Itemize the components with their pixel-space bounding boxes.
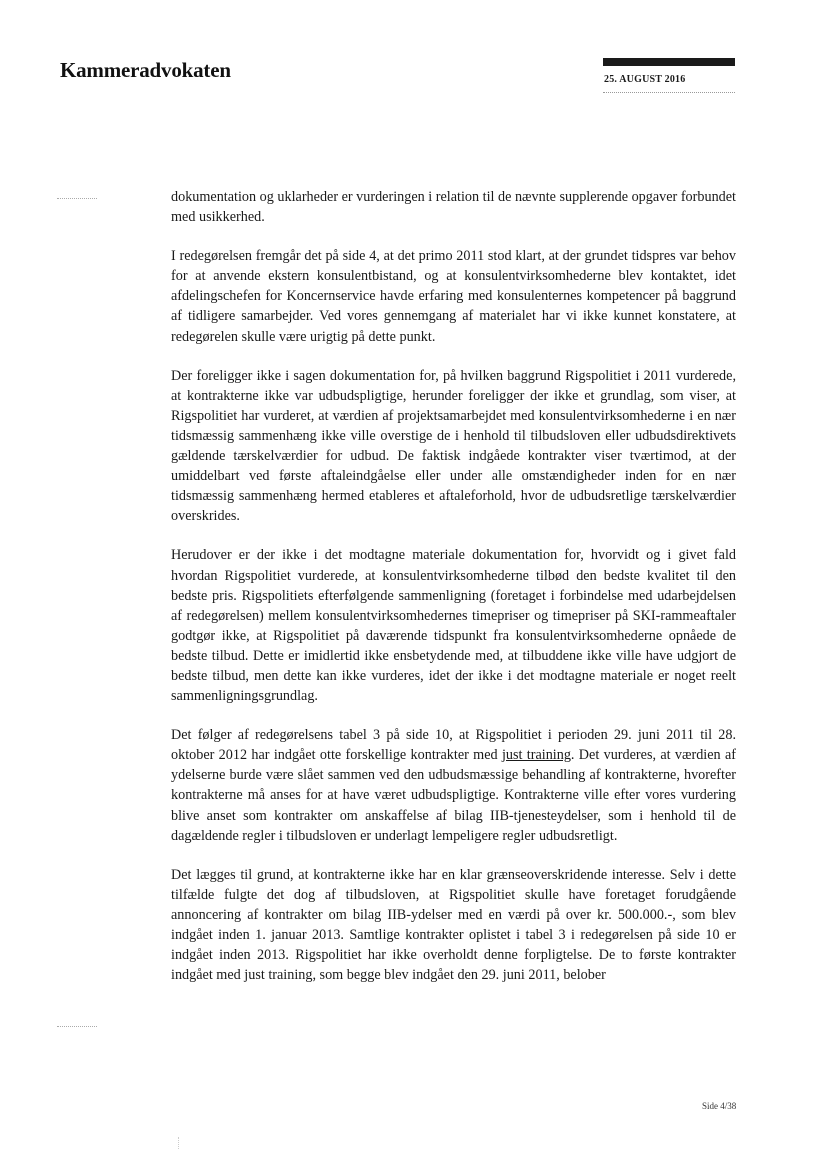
margin-marker	[57, 198, 97, 199]
underlined-company-name: just training	[501, 747, 571, 764]
document-date: 25. AUGUST 2016	[604, 74, 686, 85]
paragraph: Der foreligger ikke i sagen dokumentation for, på hvilken baggrund Rigspolitiet i 2011 vurderede, at kontrakterne ikke var udbudspligtige, herunder foreligger der ikke et grundlag, som viser, at Rigspolitiet har vurderet, at værdien af projektsamarbejdet med konsulentvirksomhederne i en nær tidsmæssig sammenhæng ikke ville overstige de i henhold til tilbudsloven eller udbudsdirektivets gældende tærskelværdier for udbud. De faktisk indgåede kontrakter viser tværtimod, at der umiddelbart ved første aftaleindgåelse eller under alle omstændigheder inden for en nær tidsmæssig sammenhæng hermed etableres et aftaleforhold, hvor de udbudsretlige tærskelværdier overskrides.	[171, 367, 736, 525]
paragraph: Det lægges til grund, at kontrakterne ikke har en klar grænseoverskridende interesse. Selv i dette tilfælde fulgte det dog af tilbudsloven, at Rigspolitiet skulle have foretaget forudgående annoncering af kontrakter om bilag IIB-ydelser med en værdi på over kr. 500.000.-, som blev indgået inden 1. januar 2013. Samtlige kontrakter oplistet i tabel 3 i redegørelsen på side 10 er indgået inden 2013. Rigspolitiet har ikke overholdt denne forpligtelse. De to første kontrakter indgået med just training, som begge blev indgået den 29. juni 2011, belober	[171, 866, 736, 984]
paragraph-text: . Det vurderes, at værdien af ydelserne burde være slået sammen ved den udbudsmæssige behandling af kontrakterne, hvorefter kontrakterne må anses for at have været udbudspligtige. Kontrakterne ville efter vores vurdering blive anset som kontrakter om anskaffelse af bilag IIB-tjenesteydelser, som i henhold til de dagældende regler i tilbudsloven er underlagt lempeligere regler udbudsretligt.	[171, 747, 736, 844]
date-divider	[603, 92, 735, 93]
paragraph: Herudover er der ikke i det modtagne materiale dokumentation for, hvorvidt og i givet fald hvordan Rigspolitiet vurderede, at konsulentvirksomhederne tilbød den bedste kvalitet til den bedste pris. Rigspolitiets efterfølgende sammenligning (foretaget i forbindelse med udarbejdelsen af redegørelsen) mellem konsulentvirksomhedernes timepriser og timepriser på SKI-rammeaftaler godtgør ikke, at Rigspolitiet på daværende tidspunkt fra konsulentvirksomhederne opnåede de bedste tilbud. Dette er imidlertid ikke ensbetydende med, at tilbuddene ikke ville have udgjort de bedste tilbud, men dette kan ikke vurderes, idet der ikke i det modtagne materiale er noget reelt sammenligningsgrundlag.	[171, 547, 736, 705]
paragraph: dokumentation og uklarheder er vurderingen i relation til de nævnte supplerende opgaver forbundet med usikkerhed.	[171, 189, 736, 226]
page-number: Side 4/38	[702, 1101, 737, 1111]
paragraph	[171, 725, 736, 846]
paragraph-text: Det følger af redegørelsens tabel 3 på side 10, at Rigspolitiet i perioden 29. juni 2011 til 28. oktober 2012 har indgået otte forskellige kontrakter med	[171, 727, 736, 764]
header-bar	[603, 58, 735, 66]
document-body	[171, 187, 736, 1004]
scan-mark	[178, 1137, 179, 1149]
margin-marker	[57, 1026, 97, 1027]
organization-logo: Kammeradvokaten	[60, 58, 231, 82]
paragraph: I redegørelsen fremgår det på side 4, at det primo 2011 stod klart, at der grundet tidspres var behov for at anvende ekstern konsulentbistand, og at konsulentvirksomhederne blev kontaktet, idet afdelingschefen for Koncernservice havde erfaring med konsulenternes kompetencer på baggrund af tidligere samarbejder. Ved vores gennemgang af materialet har vi ikke kunnet konstatere, at redegørelen skulle være urigtig på dette punkt.	[171, 248, 736, 345]
